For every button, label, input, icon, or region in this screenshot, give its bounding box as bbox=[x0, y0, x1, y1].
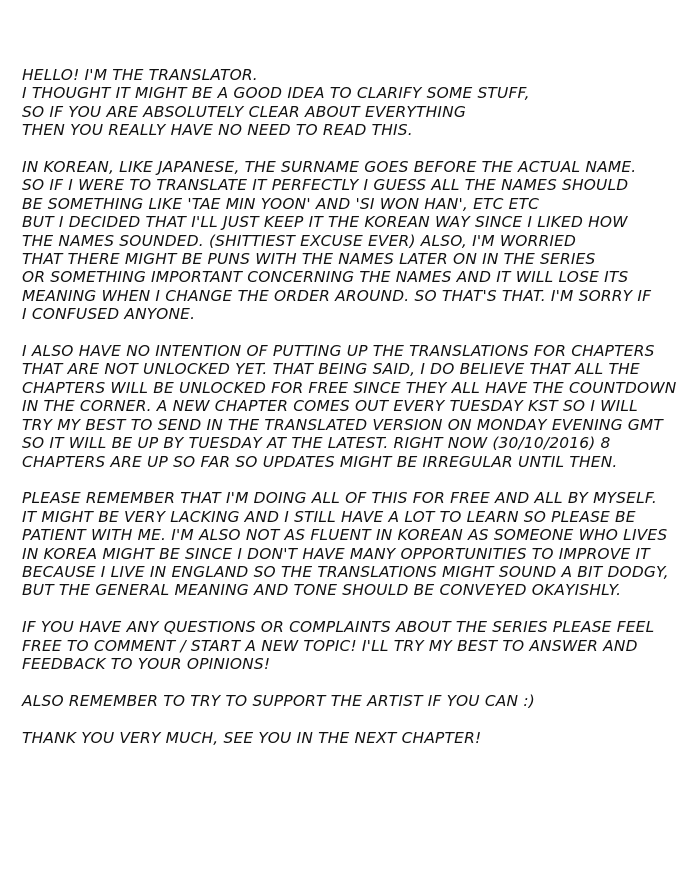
text-line: PATIENT WITH ME. I'M ALSO NOT AS FLUENT IN KOREAN AS SOMEONE WHO LIVES bbox=[22, 526, 668, 545]
text-line: BUT I DECIDED THAT I'LL JUST KEEP IT THE KOREAN WAY SINCE I LIKED HOW bbox=[22, 213, 628, 232]
translator-note bbox=[22, 66, 686, 765]
text-line: SO IF I WERE TO TRANSLATE IT PERFECTLY I GUESS ALL THE NAMES SHOULD bbox=[22, 176, 629, 195]
text-line: IT MIGHT BE VERY LACKING AND I STILL HAVE A LOT TO LEARN SO PLEASE BE bbox=[22, 507, 636, 526]
text-line: BECAUSE I LIVE IN ENGLAND SO THE TRANSLATIONS MIGHT SOUND A BIT DODGY, bbox=[22, 562, 669, 581]
text-line: BUT THE GENERAL MEANING AND TONE SHOULD BE CONVEYED OKAYISHLY. bbox=[22, 581, 622, 600]
text-line: IN KOREA MIGHT BE SINCE I DON'T HAVE MANY OPPORTUNITIES TO IMPROVE IT bbox=[22, 544, 650, 563]
text-line: I ALSO HAVE NO INTENTION OF PUTTING UP THE TRANSLATIONS FOR CHAPTERS bbox=[22, 342, 655, 361]
text-line: SO IF YOU ARE ABSOLUTELY CLEAR ABOUT EVERYTHING bbox=[22, 102, 466, 121]
paragraph-schedule bbox=[22, 342, 686, 471]
text-line: IF YOU HAVE ANY QUESTIONS OR COMPLAINTS ABOUT THE SERIES PLEASE FEEL bbox=[22, 618, 655, 637]
text-line: ALSO REMEMBER TO TRY TO SUPPORT THE ARTIST IF YOU CAN :) bbox=[22, 691, 535, 710]
text-line: CHAPTERS WILL BE UNLOCKED FOR FREE SINCE THEY ALL HAVE THE COUNTDOWN bbox=[22, 378, 677, 397]
text-line: BE SOMETHING LIKE 'TAE MIN YOON' AND 'SI WON HAN', ETC ETC bbox=[22, 194, 540, 213]
paragraph-names bbox=[22, 158, 686, 324]
paragraph-support bbox=[22, 692, 686, 710]
text-line: FEEDBACK TO YOUR OPINIONS! bbox=[22, 654, 271, 673]
text-line: CHAPTERS ARE UP SO FAR SO UPDATES MIGHT BE IRREGULAR UNTIL THEN. bbox=[22, 452, 618, 471]
text-line: I CONFUSED ANYONE. bbox=[22, 305, 196, 324]
text-line: OR SOMETHING IMPORTANT CONCERNING THE NAMES AND IT WILL LOSE ITS bbox=[22, 268, 629, 287]
text-line: THAT THERE MIGHT BE PUNS WITH THE NAMES LATER ON IN THE SERIES bbox=[22, 250, 596, 269]
text-line: THAT ARE NOT UNLOCKED YET. THAT BEING SAID, I DO BELIEVE THAT ALL THE bbox=[22, 360, 640, 379]
text-line: THANK YOU VERY MUCH, SEE YOU IN THE NEXT CHAPTER! bbox=[22, 728, 482, 747]
text-line: I THOUGHT IT MIGHT BE A GOOD IDEA TO CLARIFY SOME STUFF, bbox=[22, 84, 530, 103]
text-line: THE NAMES SOUNDED. (SHITTIEST EXCUSE EVER) ALSO, I'M WORRIED bbox=[22, 231, 577, 250]
text-line: TRY MY BEST TO SEND IN THE TRANSLATED VERSION ON MONDAY EVENING GMT bbox=[22, 415, 663, 434]
text-line: THEN YOU REALLY HAVE NO NEED TO READ THIS. bbox=[22, 121, 413, 140]
text-line: IN THE CORNER. A NEW CHAPTER COMES OUT EVERY TUESDAY KST SO I WILL bbox=[22, 397, 638, 416]
text-line: PLEASE REMEMBER THAT I'M DOING ALL OF THIS FOR FREE AND ALL BY MYSELF. bbox=[22, 489, 658, 508]
paragraph-greeting bbox=[22, 66, 686, 140]
text-line: FREE TO COMMENT / START A NEW TOPIC! I'LL TRY MY BEST TO ANSWER AND bbox=[22, 636, 638, 655]
text-line: HELLO! I'M THE TRANSLATOR. bbox=[22, 66, 258, 84]
paragraph-feedback bbox=[22, 618, 686, 673]
paragraph-disclaimer bbox=[22, 489, 686, 599]
text-line: SO IT WILL BE UP BY TUESDAY AT THE LATEST. RIGHT NOW (30/10/2016) 8 bbox=[22, 434, 611, 453]
text-line: MEANING WHEN I CHANGE THE ORDER AROUND. SO THAT'S THAT. I'M SORRY IF bbox=[22, 286, 652, 305]
paragraph-closing bbox=[22, 729, 686, 747]
text-line: IN KOREAN, LIKE JAPANESE, THE SURNAME GOES BEFORE THE ACTUAL NAME. bbox=[22, 158, 637, 177]
